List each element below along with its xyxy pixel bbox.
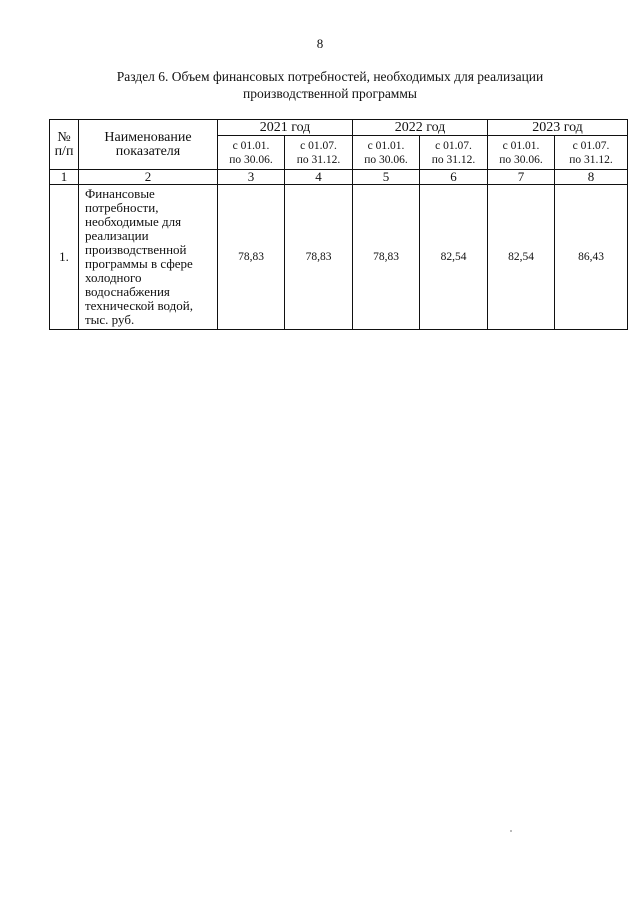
header-year-2023: 2023 год: [488, 120, 628, 136]
table-row: [50, 185, 628, 330]
page-number: 8: [316, 36, 324, 51]
indicator-name: [79, 185, 218, 330]
period-cell: [353, 136, 420, 170]
header-year-2022: 2022 год: [353, 120, 488, 136]
header-year-2021: 2021 год: [218, 120, 353, 136]
period-end: по 31.12.: [569, 153, 613, 166]
period-cell: [218, 136, 285, 170]
indicator-name-line: производственной: [85, 242, 187, 257]
header-name-line-1: Наименование: [104, 129, 192, 145]
column-number: 4: [285, 170, 353, 185]
column-number-row: [50, 170, 628, 185]
indicator-name-line: тыс. руб.: [85, 312, 135, 327]
indicator-name-line: потребности,: [85, 200, 159, 215]
section-heading-line-1: Раздел 6. Объем финансовых потребностей, необходимых для реализации: [116, 69, 544, 84]
indicator-name-line: необходимые для: [85, 214, 182, 229]
header-number-line-2: п/п: [54, 143, 74, 159]
column-number: 2: [79, 170, 218, 185]
column-number: 1: [50, 170, 79, 185]
section-heading-line-2: производственной программы: [243, 86, 417, 101]
indicator-name-line: программы в сфере: [85, 256, 193, 271]
section-heading: [60, 68, 600, 102]
row-number: 1.: [50, 185, 79, 330]
period-start: с 01.01.: [502, 139, 540, 152]
header-name-cell: [79, 120, 218, 170]
period-start: с 01.01.: [232, 139, 270, 152]
column-number: 5: [353, 170, 420, 185]
period-end: по 30.06.: [364, 153, 408, 166]
value-cell: 82,54: [420, 185, 488, 330]
period-start: с 01.07.: [300, 139, 337, 152]
scan-speck: [510, 830, 512, 832]
period-end: по 30.06.: [499, 153, 543, 166]
header-number-cell: [50, 120, 79, 170]
column-number: 3: [218, 170, 285, 185]
value-cell: 78,83: [285, 185, 353, 330]
value-cell: 82,54: [488, 185, 555, 330]
header-name-line-2: показателя: [115, 143, 181, 159]
period-start: с 01.07.: [572, 139, 610, 152]
value-cell: 78,83: [353, 185, 420, 330]
value-cell: 78,83: [218, 185, 285, 330]
indicator-name-line: реализации: [85, 228, 149, 243]
indicator-name-line: холодного: [85, 270, 142, 285]
period-cell: [420, 136, 488, 170]
column-number: 8: [555, 170, 628, 185]
header-number-line-1: №: [57, 129, 71, 145]
indicator-name-line: технической водой,: [85, 298, 193, 313]
header-row-years: [50, 120, 628, 136]
period-end: по 31.12.: [431, 153, 476, 166]
indicator-name-line: водоснабжения: [85, 284, 170, 299]
period-end: по 30.06.: [229, 153, 273, 166]
column-number: 6: [420, 170, 488, 185]
period-start: с 01.01.: [367, 139, 405, 152]
period-cell: [488, 136, 555, 170]
value-cell: 86,43: [555, 185, 628, 330]
period-cell: [285, 136, 353, 170]
period-end: по 31.12.: [296, 153, 341, 166]
column-number: 7: [488, 170, 555, 185]
period-cell: [555, 136, 628, 170]
financial-needs-table: [49, 119, 628, 330]
indicator-name-line: Финансовые: [85, 186, 155, 201]
period-start: с 01.07.: [435, 139, 472, 152]
